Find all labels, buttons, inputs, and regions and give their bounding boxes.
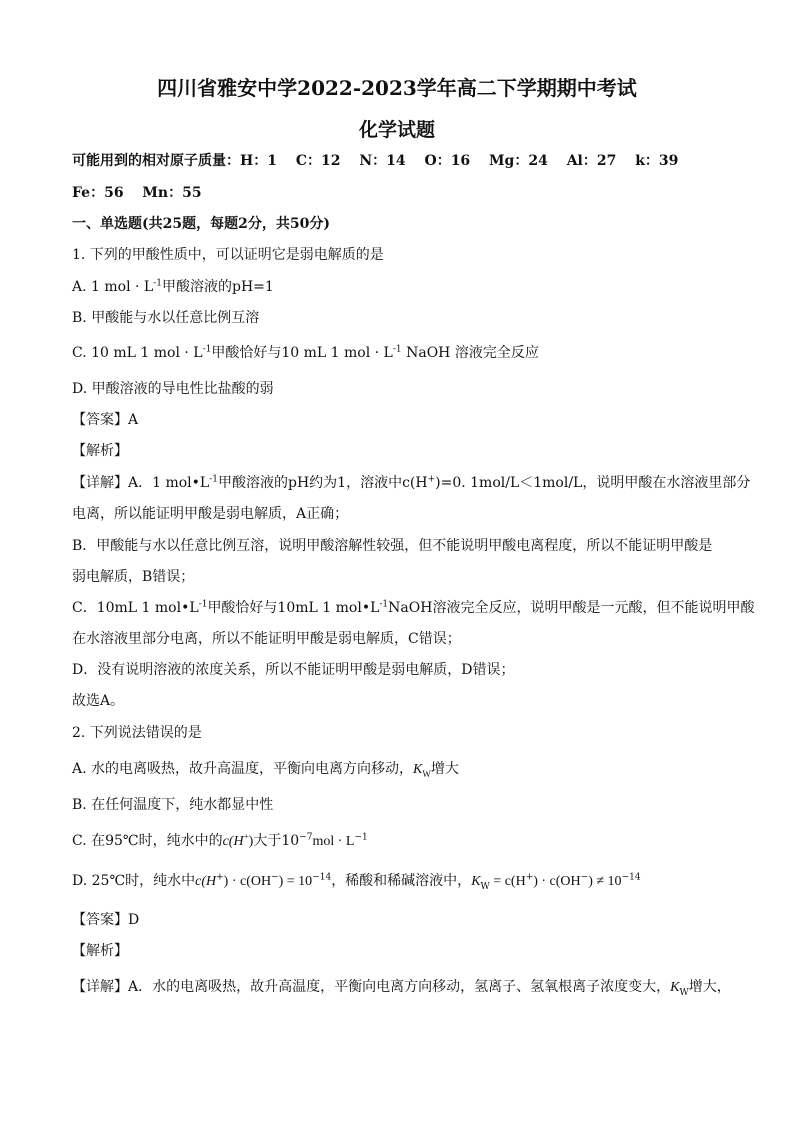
q1-option-d: D. 甲酸溶液的导电性比盐酸的弱	[72, 381, 274, 397]
q2-answer: 【答案】D	[72, 912, 140, 928]
section-heading: 一、单选题(共25题，每题2分，共50分)	[72, 216, 330, 232]
q1-stem: 1. 下列的甲酸性质中，可以证明它是弱电解质的是	[72, 247, 384, 263]
q2-option-b: B. 在任何温度下，纯水都显中性	[72, 797, 274, 813]
q2-option-a: A. 水的电离吸热，故升高温度，平衡向电离方向移动，$K_W$增大	[72, 761, 459, 779]
atomic-masses-line-1: 可能用到的相对原子质量：H：1 C：12 N：14 O：16 Mg：24 Al：27 k：39	[72, 153, 679, 169]
q1-detail-5: C．10mL 1 $mol•L^{-1}$甲酸恰好与10mL 1 $mol•L^{-1}NaOH$溶液完全反应，说明甲酸是一元酸，但不能说明甲酸	[72, 599, 755, 616]
q1-detail-1: 【详解】A．1 $mol•L^{-1}$甲酸溶液的pH约为1，溶液中c(H+)=0. 1mol/L＜1mol/L，说明甲酸在水溶液里部分	[72, 474, 751, 491]
q1-detail-6: 在水溶液里部分电离，所以不能证明甲酸是弱电解质，C错误；	[72, 631, 461, 647]
q1-detail-3: B．甲酸能与水以任意比例互溶，说明甲酸溶解性较强，但不能说明甲酸电离程度，所以不能证明甲酸是	[72, 538, 713, 554]
q2-option-c: C. 在95℃时，纯水中的c(H+)大于$10^{-7}mol \cdot L^{-1}$	[72, 831, 368, 849]
q2-detail-1: 【详解】A．水的电离吸热，故升高温度，平衡向电离方向移动，氢离子、氢氧根离子浓度变大，$K_W$增大，	[72, 979, 731, 998]
q1-detail-7: D．没有说明溶液的浓度关系，所以不能证明甲酸是弱电解质，D错误；	[72, 662, 515, 678]
q1-detail-8: 故选A。	[72, 693, 125, 709]
q1-analysis-label: 【解析】	[72, 443, 128, 459]
page-subtitle: 化学试题	[358, 119, 435, 141]
q1-option-b: B. 甲酸能与水以任意比例互溶	[72, 310, 260, 326]
atomic-masses-line-2: Fe：56 Mn：55	[72, 185, 202, 201]
page-title: 四川省雅安中学2022-2023学年高二下学期期中考试	[157, 76, 637, 100]
q2-stem: 2. 下列说法错误的是	[72, 725, 202, 741]
q1-detail-4: 弱电解质，B错误；	[72, 569, 195, 585]
q1-detail-2: 电离，所以能证明甲酸是弱电解质，A正确；	[72, 506, 349, 522]
q2-analysis-label: 【解析】	[72, 943, 128, 959]
q2-option-d: D. 25℃时，纯水中$c(H^+) \cdot c(OH^-) = 10^{-14}$，稀酸和稀碱溶液中，$K_W = c(H^+) \cdot c(OH^-) \ne 10^{-14}$	[72, 872, 641, 892]
q1-option-c: C. 10 mL 1 mol · $L^{-1}$甲酸恰好与10 mL 1 mol · $L^{-1}$ NaOH 溶液完全反应	[72, 344, 539, 361]
q1-option-a: A. 1 mol · $L^{-1}$甲酸溶液的pH=1	[72, 278, 274, 295]
q1-answer: 【答案】A	[72, 412, 139, 428]
